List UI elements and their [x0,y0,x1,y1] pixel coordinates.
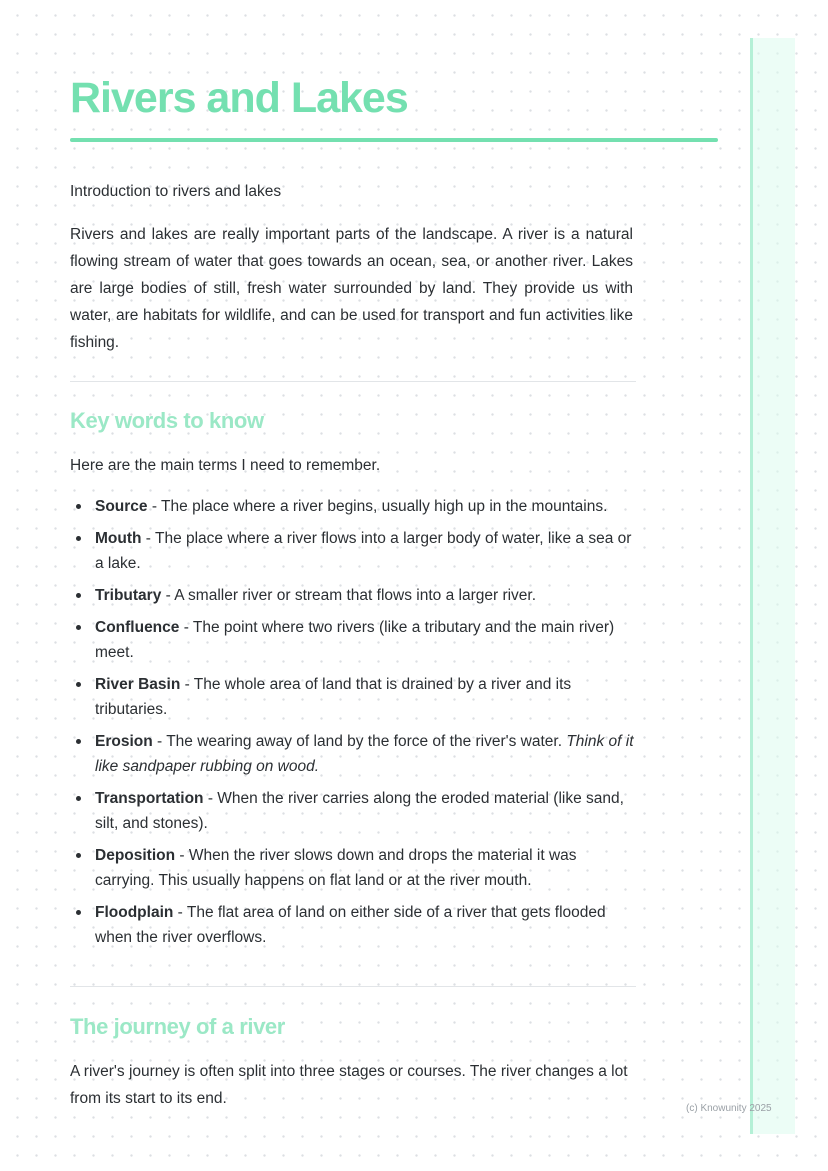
keyword-item-erosion [70,729,636,779]
keyword-item-floodplain [70,900,636,950]
section-divider [70,381,636,382]
journey-paragraph: A river's journey is often split into three stages or courses. The river changes a lot from its start to its end. [70,1063,628,1107]
keyword-term: Source [95,498,148,515]
keyword-definition: - When the river slows down and drops the material it was carrying. This usually happens on flat land or at the river mouth. [95,847,577,889]
journey-heading: The journey of a river [70,1014,285,1039]
keyword-term: River Basin [95,676,181,693]
keyword-definition: - A smaller river or stream that flows into a larger river. [161,587,537,604]
keyword-term: Tributary [95,587,162,604]
bullet-icon [76,910,81,915]
keyword-definition: - The place where a river flows into a larger body of water, like a sea or a lake. [95,530,632,572]
keyword-term: Transportation [95,790,204,807]
bullet-icon [76,682,81,687]
keyword-item-deposition [70,843,636,893]
section-divider [70,986,636,987]
keyword-list [70,494,636,957]
keyword-term: Confluence [95,619,180,636]
intro-heading: Introduction to rivers and lakes [70,183,282,200]
bullet-icon [76,796,81,801]
keyword-term: Erosion [95,733,153,750]
keyword-term: Floodplain [95,904,174,921]
bullet-icon [76,536,81,541]
keyword-item-source [70,494,636,519]
keyword-term: Mouth [95,530,142,547]
margin-strip [750,38,795,1134]
keyword-definition: - The place where a river begins, usually high up in the mountains. [147,498,608,515]
copyright-footer: (c) Knowunity 2025 [686,1103,772,1114]
keyword-item-river-basin [70,672,636,722]
keyword-definition: - The whole area of land that is drained by a river and its tributaries. [95,676,572,718]
keyword-item-transportation [70,786,636,836]
bullet-icon [76,853,81,858]
page-title: Rivers and Lakes [70,74,408,122]
bullet-icon [76,739,81,744]
keyword-item-tributary [70,583,636,608]
keyword-definition: - The flat area of land on either side of a river that gets flooded when the river overflows. [95,904,606,946]
keyword-term: Deposition [95,847,176,864]
keyword-item-confluence [70,615,636,665]
keywords-heading: Key words to know [70,408,264,433]
keyword-definition: - When the river carries along the eroded material (like sand, silt, and stones). [95,790,624,832]
keyword-item-mouth [70,526,636,576]
keyword-definition: - The wearing away of land by the force of the river's water. [152,733,567,750]
intro-paragraph: Rivers and lakes are really important parts of the landscape. A river is a natural flowing stream of water that goes towards an ocean, sea, or another river. Lakes are large bodies of still, fresh water surrounded by land. They provide us with water, are habitats for wildlife, and can be used for transport and fun activities like fishing. [70,226,633,351]
title-underline [70,138,718,142]
keywords-lead: Here are the main terms I need to remember. [70,457,381,474]
bullet-icon [76,593,81,598]
bullet-icon [76,504,81,509]
keyword-definition: - The point where two rivers (like a tributary and the main river) meet. [95,619,615,661]
keyword-example: Think of it like sandpaper rubbing on wood. [95,733,634,775]
bullet-icon [76,625,81,630]
